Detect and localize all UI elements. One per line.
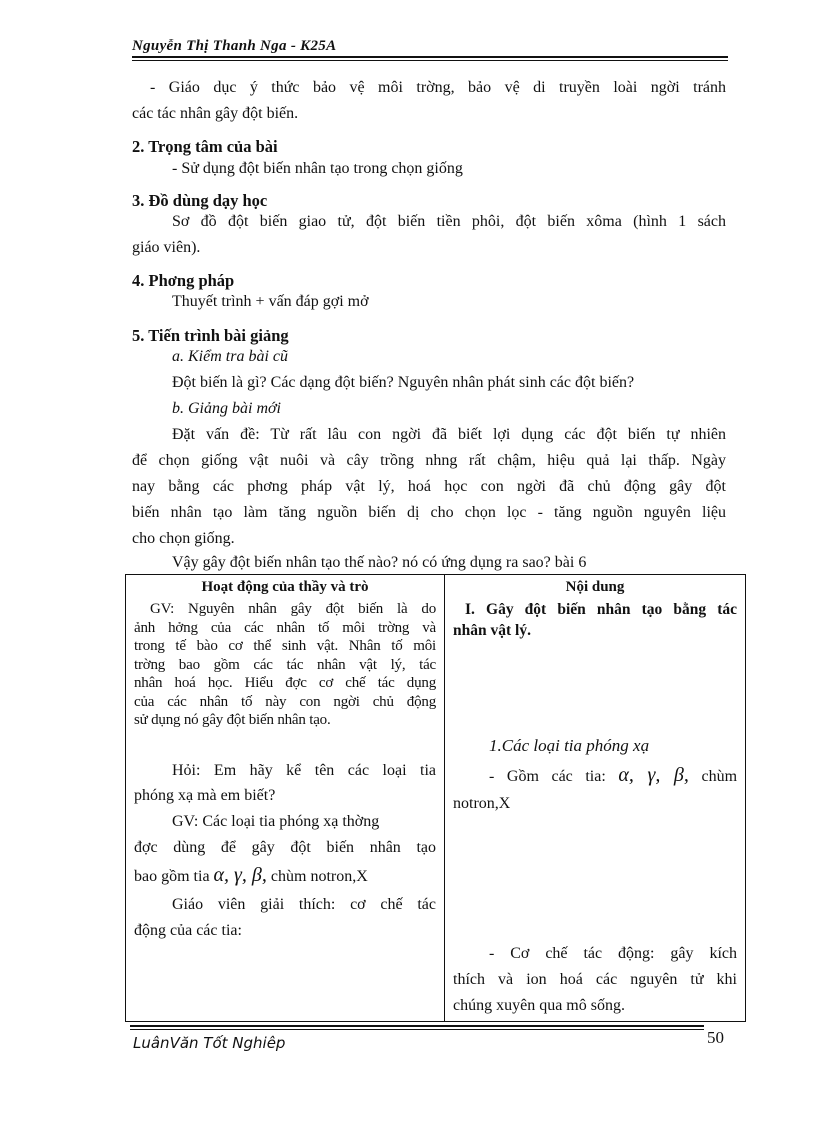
page-number: 50 <box>707 1028 724 1047</box>
greek-symbols: α, γ, β, <box>213 864 267 886</box>
header-rule-thin <box>132 60 728 61</box>
gv-rays-text: chùm notron,X <box>270 868 368 885</box>
explanation-line: động của các tia: <box>134 922 242 939</box>
intro-paragraph-line: để chọn giống vật nuôi và cây trồng nhng rất chậm, hiệu quả lại thấp. Ngày <box>132 452 726 469</box>
section-5-closing: Vậy gây đột biến nhân tạo thế nào? nó có ứng dụng ra sao? bài 6 <box>172 554 587 571</box>
intro-line-2: các tác nhân gây đột biến. <box>132 105 299 122</box>
section-3-line-1: Sơ đồ đột biến giao tử, đột biến tiền phôi, đột biến xôma (hình 1 sách <box>172 213 726 230</box>
gv-text-line: nhân hoá học. Hiểu đợc cơ chế tác dụng <box>134 675 436 691</box>
section-3-line-2: giáo viên). <box>132 239 201 256</box>
section-5-heading: 5. Tiến trình bài giảng <box>132 326 289 345</box>
question-line: phóng xạ mà em biết? <box>134 787 276 804</box>
section-5-sub-a: a. Kiểm tra bài cũ <box>172 348 288 365</box>
mechanism-line: chúng xuyên qua mô sống. <box>453 997 625 1014</box>
intro-paragraph-line: Đặt vấn đề: Từ rất lâu con ngời đã biết lợi dụng các đột biến tự nhiên <box>172 426 726 443</box>
gv-text-line: trong tế bào cơ thể sinh vật. Nhân tố môi <box>134 638 436 654</box>
intro-paragraph-line: cho chọn giống. <box>132 530 235 547</box>
intro-paragraph-line: nay bằng các phơng pháp vật lý, hoá học con ngời đã chủ động gây đột <box>132 478 726 495</box>
intro-paragraph-line: biến nhân tạo làm tăng nguồn biến dị cho chọn lọc - tăng nguồn nguyên liệu <box>132 504 726 521</box>
content-title-line: I. Gây đột biến nhân tạo bằng tác <box>465 601 737 618</box>
gv-text-line: của các nhân tố này con ngời chủ động <box>134 693 436 710</box>
greek-symbols: α, γ, β, <box>618 764 689 786</box>
section-2-body: - Sử dụng đột biến nhân tạo trong chọn giống <box>172 160 463 177</box>
section-5-sub-b: b. Giảng bài mới <box>172 400 281 417</box>
footer-rule <box>130 1025 704 1027</box>
gv-rays-line: đợc dùng để gây đột biến nhân tạo <box>134 839 436 856</box>
section-4-heading: 4. Phơng pháp <box>132 271 235 290</box>
content-column-header: Nội dung <box>565 579 625 595</box>
section-4-body: Thuyết trình + vấn đáp gợi mở <box>172 293 369 310</box>
activities-column-header: Hoạt động của thầy và trò <box>201 579 369 595</box>
rays-line <box>489 762 737 790</box>
section-2-heading: 2. Trọng tâm của bài <box>132 137 278 156</box>
intro-line-1: - Giáo dục ý thức bảo vệ môi trờng, bảo vệ di truyền loài ngời tránh <box>150 79 726 96</box>
gv-rays-text: bao gồm tia <box>134 868 210 885</box>
gv-text-line: GV: Nguyên nhân gây đột biến là do <box>150 601 436 617</box>
gv-text-line: sử dụng nó gây đột biến nhân tạo. <box>134 712 331 728</box>
section-3-heading: 3. Đồ dùng dạy học <box>132 191 268 210</box>
mechanism-line: - Cơ chế tác động: gây kích <box>489 945 737 962</box>
header-rule <box>132 56 728 58</box>
section-5-question: Đột biến là gì? Các dạng đột biến? Nguyên nhân phát sinh các đột biến? <box>172 374 635 391</box>
content-title-line: nhân vật lý. <box>453 622 531 639</box>
header-title: Nguyễn Thị Thanh Nga - K25A <box>132 38 337 54</box>
rays-subheading: 1.Các loại tia phóng xạ <box>489 736 650 755</box>
gv-text-line: ảnh hởng của các nhân tố môi trờng và <box>134 619 436 636</box>
gv-text-line: trờng bao gồm các tác nhân vật lý, tác <box>134 656 436 673</box>
rays-line: notron,X <box>453 795 511 812</box>
rays-text: - Gồm các tia: <box>489 768 606 785</box>
footer-rule-thin <box>130 1029 704 1030</box>
content-column <box>445 575 746 1022</box>
footer-label: LuânVăn Tốt Nghiêp <box>133 1034 286 1052</box>
rays-text: chùm <box>701 768 738 785</box>
gv-rays-line: GV: Các loại tia phóng xạ thờng <box>172 813 380 830</box>
explanation-line: Giáo viên giải thích: cơ chế tác <box>172 896 436 913</box>
activities-column <box>126 575 445 1022</box>
lesson-table <box>125 574 746 1022</box>
gv-rays-line <box>134 862 368 890</box>
mechanism-line: thích và ion hoá các nguyên tử khi <box>453 971 737 988</box>
question-line: Hỏi: Em hãy kể tên các loại tia <box>172 762 436 779</box>
